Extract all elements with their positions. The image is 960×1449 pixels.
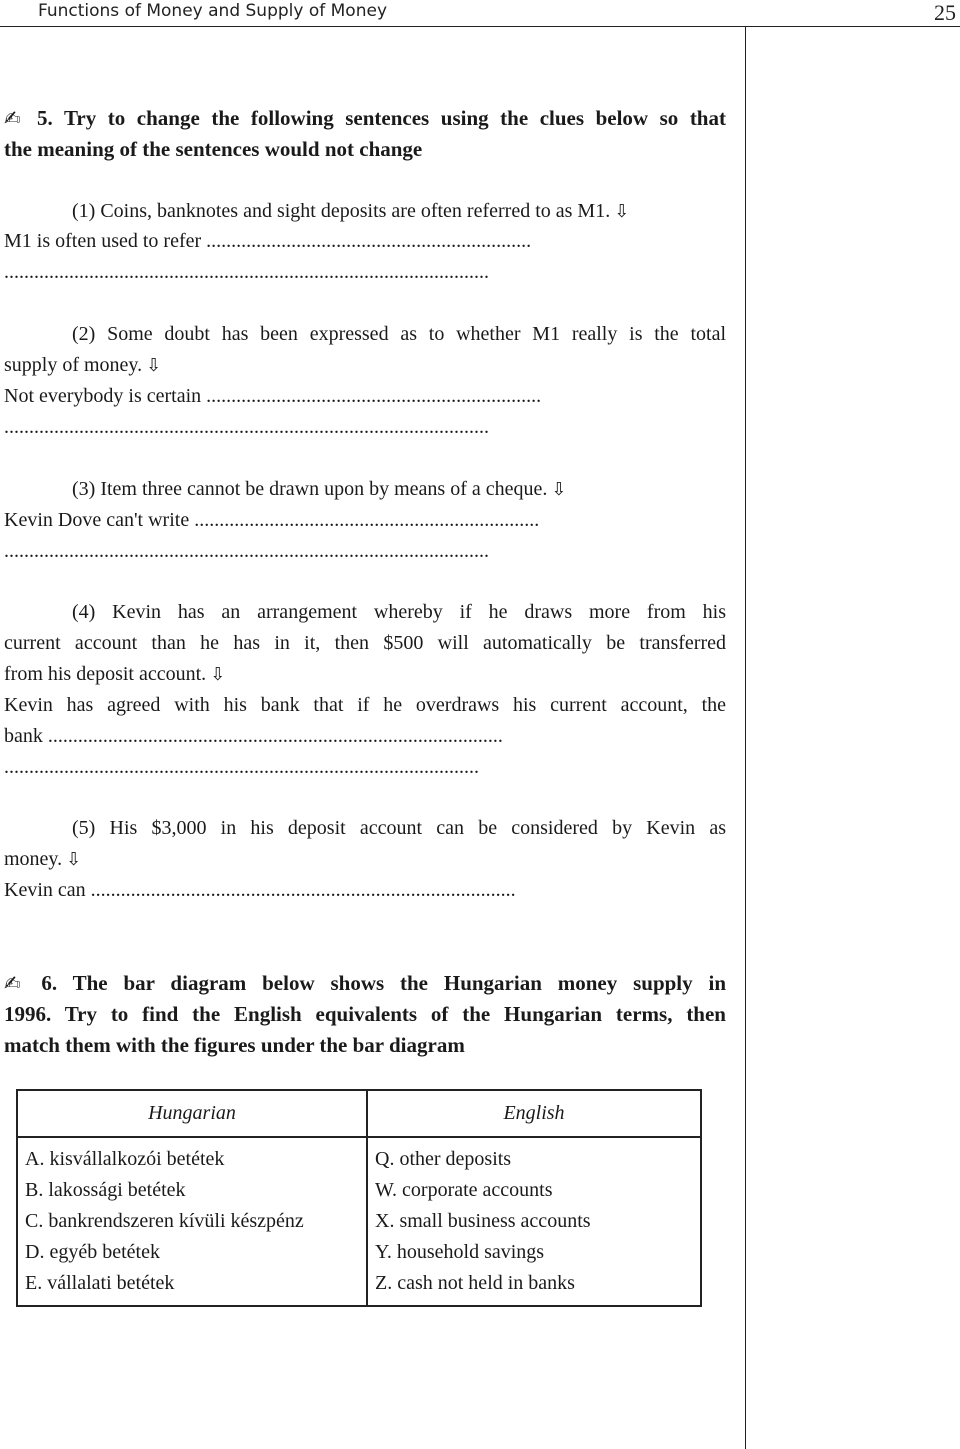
sentence-3-answer-line-2[interactable]: .................................................................................................: [4, 540, 489, 562]
sentence-1-answer-line-2[interactable]: .................................................................................................: [4, 261, 489, 283]
sentence-3-answer-line-1[interactable]: Kevin Dove can't write .....................................................................: [4, 509, 540, 531]
english-term: Q. other deposits: [367, 1137, 701, 1175]
sentence-4-answer-line-1[interactable]: Kevin has agreed with his bank that if he overdraws his current account, the: [4, 694, 726, 716]
down-arrow-icon: ⇩: [66, 849, 82, 870]
sentence-5-original-line-2: money. ⇩: [4, 848, 82, 870]
sentence-2-original-line-2: supply of money. ⇩: [4, 354, 162, 376]
sentence-2-original-line-1: (2) Some doubt has been expressed as to whether M1 really is the total: [72, 323, 726, 345]
sentence-1-original: (1) Coins, banknotes and sight deposits are often referred to as M1. ⇩: [72, 200, 630, 222]
sentence-4-answer-line-3[interactable]: ...............................................................................................: [4, 756, 479, 778]
down-arrow-icon: ⇩: [614, 201, 630, 222]
english-term: Y. household savings: [367, 1237, 701, 1268]
hungarian-term: A. kisvállalkozói betétek: [17, 1137, 367, 1175]
hungarian-term: C. bankrendszeren kívüli készpénz: [17, 1206, 367, 1237]
writing-hand-icon: ✍: [4, 106, 28, 130]
down-arrow-icon: ⇩: [146, 355, 162, 376]
table-row: [17, 1237, 701, 1268]
hungarian-term: D. egyéb betétek: [17, 1237, 367, 1268]
column-header-hungarian: Hungarian: [17, 1090, 367, 1137]
exercise-5-title-line-2: the meaning of the sentences would not change: [4, 137, 423, 161]
page-number: 25: [934, 0, 956, 25]
table-header-row: [17, 1090, 701, 1137]
exercise-6-title-line-2: 1996. Try to find the English equivalents of the Hungarian terms, then: [4, 1002, 726, 1026]
terms-table: [16, 1089, 702, 1307]
table-row: [17, 1206, 701, 1237]
sentence-3-original: (3) Item three cannot be drawn upon by means of a cheque. ⇩: [72, 478, 567, 500]
sentence-4-answer-line-2[interactable]: bank ...........................................................................................: [4, 725, 503, 747]
header-title: Functions of Money and Supply of Money: [38, 1, 387, 21]
sentence-4-original-line-1: (4) Kevin has an arrangement whereby if he draws more from his: [72, 601, 726, 623]
table-row: [17, 1175, 701, 1206]
margin-rule: [745, 26, 746, 1449]
sentence-5-original-line-1: (5) His $3,000 in his deposit account can be considered by Kevin as: [72, 817, 726, 839]
down-arrow-icon: ⇩: [210, 664, 226, 685]
down-arrow-icon: ⇩: [551, 479, 567, 500]
sentence-2-answer-line-1[interactable]: Not everybody is certain ...................................................................: [4, 385, 542, 407]
header-rule: [0, 26, 960, 27]
table-row: [17, 1268, 701, 1306]
sentence-1-answer-line-1[interactable]: M1 is often used to refer .................................................................: [4, 230, 532, 252]
exercise-5-title-line-1: ✍ 5. Try to change the following sentences using the clues below so that: [4, 106, 726, 130]
english-term: Z. cash not held in banks: [367, 1268, 701, 1306]
sentence-2-answer-line-2[interactable]: .................................................................................................: [4, 416, 489, 438]
sentence-4-original-line-2: current account than he has in it, then $500 will automatically be transferred: [4, 632, 726, 654]
hungarian-term: E. vállalati betétek: [17, 1268, 367, 1306]
exercise-6-title-line-3: match them with the figures under the bar diagram: [4, 1033, 465, 1057]
table-row: [17, 1137, 701, 1175]
english-term: W. corporate accounts: [367, 1175, 701, 1206]
hungarian-term: B. lakossági betétek: [17, 1175, 367, 1206]
writing-hand-icon: ✍: [4, 971, 32, 995]
exercise-6-title-line-1: ✍ 6. The bar diagram below shows the Hungarian money supply in: [4, 971, 726, 995]
sentence-4-original-line-3: from his deposit account. ⇩: [4, 663, 226, 685]
column-header-english: English: [367, 1090, 701, 1137]
english-term: X. small business accounts: [367, 1206, 701, 1237]
sentence-5-answer-line-1[interactable]: Kevin can .....................................................................................: [4, 879, 516, 901]
